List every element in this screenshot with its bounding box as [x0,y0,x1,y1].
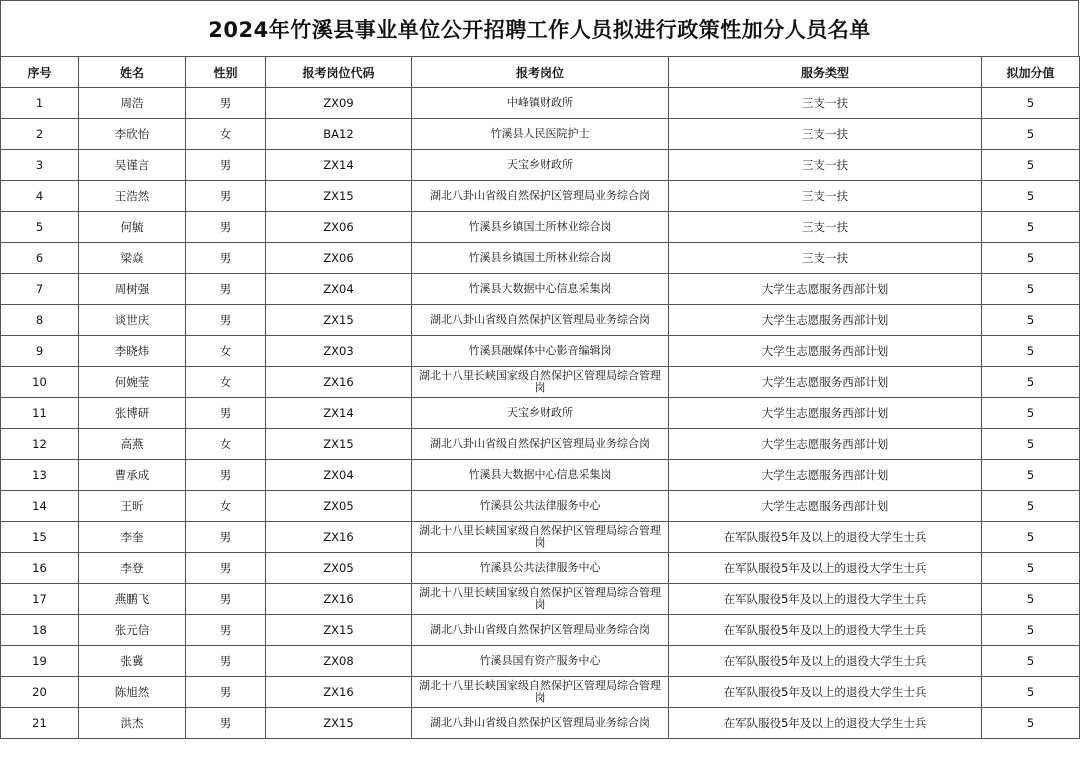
cell-position: 天宝乡财政所 [412,398,669,429]
cell-gender: 女 [186,491,266,522]
cell-position: 湖北十八里长峡国家级自然保护区管理局综合管理岗 [412,677,669,708]
cell-bonus-score: 5 [982,615,1080,646]
table-row [1,88,1080,119]
cell-bonus-score: 5 [982,429,1080,460]
header-bonus-score: 拟加分值 [982,57,1080,88]
cell-gender: 男 [186,460,266,491]
cell-name: 谈世庆 [79,305,186,336]
table-row [1,181,1080,212]
cell-bonus-score: 5 [982,336,1080,367]
cell-position-code: ZX14 [266,398,412,429]
cell-name: 陈旭然 [79,677,186,708]
cell-position-code: ZX15 [266,305,412,336]
table-row [1,615,1080,646]
table-row [1,336,1080,367]
header-gender: 性别 [186,57,266,88]
table-row [1,584,1080,615]
table-row [1,429,1080,460]
cell-index: 4 [1,181,79,212]
cell-position: 竹溪县融媒体中心影音编辑岗 [412,336,669,367]
cell-name: 曹承成 [79,460,186,491]
cell-position: 湖北八卦山省级自然保护区管理局业务综合岗 [412,708,669,739]
table-row [1,212,1080,243]
cell-gender: 男 [186,212,266,243]
cell-bonus-score: 5 [982,88,1080,119]
table-row [1,708,1080,739]
cell-gender: 男 [186,243,266,274]
cell-position-code: ZX15 [266,181,412,212]
cell-bonus-score: 5 [982,553,1080,584]
cell-position: 竹溪县人民医院护士 [412,119,669,150]
cell-gender: 女 [186,336,266,367]
cell-service-type: 大学生志愿服务西部计划 [669,398,982,429]
cell-position-code: ZX04 [266,274,412,305]
cell-position: 天宝乡财政所 [412,150,669,181]
cell-position-code: ZX06 [266,243,412,274]
candidate-table [0,56,1080,739]
cell-gender: 女 [186,119,266,150]
cell-index: 10 [1,367,79,398]
cell-service-type: 大学生志愿服务西部计划 [669,367,982,398]
cell-position-code: ZX05 [266,553,412,584]
cell-position-code: ZX06 [266,212,412,243]
table-row [1,305,1080,336]
cell-index: 3 [1,150,79,181]
cell-bonus-score: 5 [982,305,1080,336]
cell-gender: 男 [186,181,266,212]
cell-name: 李奎 [79,522,186,553]
cell-gender: 男 [186,615,266,646]
cell-index: 9 [1,336,79,367]
cell-position-code: ZX16 [266,367,412,398]
cell-name: 梁焱 [79,243,186,274]
cell-service-type: 大学生志愿服务西部计划 [669,274,982,305]
cell-name: 燕鹏飞 [79,584,186,615]
cell-service-type: 大学生志愿服务西部计划 [669,336,982,367]
cell-name: 吴谨言 [79,150,186,181]
cell-position-code: ZX16 [266,584,412,615]
cell-position: 竹溪县乡镇国土所林业综合岗 [412,212,669,243]
cell-position: 竹溪县公共法律服务中心 [412,491,669,522]
cell-bonus-score: 5 [982,119,1080,150]
cell-bonus-score: 5 [982,212,1080,243]
cell-gender: 男 [186,553,266,584]
cell-position-code: ZX16 [266,677,412,708]
table-row [1,646,1080,677]
cell-position-code: ZX14 [266,150,412,181]
cell-position: 竹溪县国有资产服务中心 [412,646,669,677]
cell-position-code: ZX16 [266,522,412,553]
cell-service-type: 大学生志愿服务西部计划 [669,305,982,336]
table-row [1,491,1080,522]
page-title: 2024年竹溪县事业单位公开招聘工作人员拟进行政策性加分人员名单 [0,0,1079,56]
table-row [1,367,1080,398]
cell-gender: 男 [186,398,266,429]
cell-service-type: 在军队服役5年及以上的退役大学生士兵 [669,615,982,646]
table-row [1,398,1080,429]
cell-service-type: 大学生志愿服务西部计划 [669,429,982,460]
cell-position-code: ZX03 [266,336,412,367]
cell-position: 湖北十八里长峡国家级自然保护区管理局综合管理岗 [412,584,669,615]
cell-gender: 男 [186,708,266,739]
cell-bonus-score: 5 [982,274,1080,305]
cell-name: 张冀 [79,646,186,677]
cell-name: 高燕 [79,429,186,460]
cell-position-code: ZX15 [266,615,412,646]
cell-service-type: 三支一扶 [669,119,982,150]
cell-position: 湖北八卦山省级自然保护区管理局业务综合岗 [412,615,669,646]
cell-gender: 男 [186,274,266,305]
cell-bonus-score: 5 [982,181,1080,212]
cell-service-type: 三支一扶 [669,243,982,274]
cell-service-type: 三支一扶 [669,150,982,181]
table-header-row [1,57,1080,88]
cell-service-type: 在军队服役5年及以上的退役大学生士兵 [669,677,982,708]
table-row [1,522,1080,553]
header-position-code: 报考岗位代码 [266,57,412,88]
cell-name: 李欣怡 [79,119,186,150]
cell-bonus-score: 5 [982,243,1080,274]
cell-index: 12 [1,429,79,460]
cell-index: 15 [1,522,79,553]
cell-index: 20 [1,677,79,708]
cell-name: 何毓 [79,212,186,243]
cell-position: 竹溪县公共法律服务中心 [412,553,669,584]
cell-position: 湖北八卦山省级自然保护区管理局业务综合岗 [412,181,669,212]
cell-gender: 女 [186,429,266,460]
cell-gender: 男 [186,150,266,181]
cell-index: 8 [1,305,79,336]
cell-name: 李晓炜 [79,336,186,367]
cell-name: 何婉莹 [79,367,186,398]
cell-bonus-score: 5 [982,522,1080,553]
cell-name: 张博研 [79,398,186,429]
cell-position: 湖北十八里长峡国家级自然保护区管理局综合管理岗 [412,367,669,398]
cell-position: 中峰镇财政所 [412,88,669,119]
cell-index: 11 [1,398,79,429]
cell-index: 5 [1,212,79,243]
table-row [1,243,1080,274]
cell-position: 竹溪县大数据中心信息采集岗 [412,460,669,491]
cell-bonus-score: 5 [982,491,1080,522]
cell-service-type: 在军队服役5年及以上的退役大学生士兵 [669,708,982,739]
table-row [1,677,1080,708]
cell-position-code: BA12 [266,119,412,150]
cell-index: 17 [1,584,79,615]
cell-index: 14 [1,491,79,522]
cell-name: 周浩 [79,88,186,119]
cell-name: 洪杰 [79,708,186,739]
cell-gender: 男 [186,88,266,119]
cell-index: 13 [1,460,79,491]
cell-position: 竹溪县乡镇国土所林业综合岗 [412,243,669,274]
cell-position-code: ZX05 [266,491,412,522]
cell-index: 1 [1,88,79,119]
header-name: 姓名 [79,57,186,88]
cell-index: 16 [1,553,79,584]
cell-name: 张元信 [79,615,186,646]
cell-bonus-score: 5 [982,677,1080,708]
cell-position-code: ZX09 [266,88,412,119]
cell-service-type: 大学生志愿服务西部计划 [669,491,982,522]
cell-index: 19 [1,646,79,677]
cell-gender: 男 [186,305,266,336]
cell-bonus-score: 5 [982,460,1080,491]
cell-position-code: ZX15 [266,429,412,460]
cell-service-type: 在军队服役5年及以上的退役大学生士兵 [669,553,982,584]
table-row [1,274,1080,305]
cell-service-type: 在军队服役5年及以上的退役大学生士兵 [669,584,982,615]
cell-service-type: 三支一扶 [669,88,982,119]
cell-service-type: 在军队服役5年及以上的退役大学生士兵 [669,522,982,553]
table-row [1,460,1080,491]
cell-index: 2 [1,119,79,150]
table-row [1,553,1080,584]
cell-position-code: ZX08 [266,646,412,677]
cell-bonus-score: 5 [982,150,1080,181]
cell-gender: 男 [186,677,266,708]
header-position: 报考岗位 [412,57,669,88]
cell-bonus-score: 5 [982,708,1080,739]
header-service-type: 服务类型 [669,57,982,88]
cell-position-code: ZX04 [266,460,412,491]
cell-name: 王昕 [79,491,186,522]
cell-bonus-score: 5 [982,398,1080,429]
cell-position: 湖北八卦山省级自然保护区管理局业务综合岗 [412,305,669,336]
cell-service-type: 在军队服役5年及以上的退役大学生士兵 [669,646,982,677]
cell-service-type: 三支一扶 [669,212,982,243]
cell-name: 王浩然 [79,181,186,212]
cell-gender: 女 [186,367,266,398]
cell-gender: 男 [186,646,266,677]
cell-index: 7 [1,274,79,305]
cell-position: 竹溪县大数据中心信息采集岗 [412,274,669,305]
cell-bonus-score: 5 [982,367,1080,398]
cell-bonus-score: 5 [982,646,1080,677]
table-row [1,150,1080,181]
cell-service-type: 大学生志愿服务西部计划 [669,460,982,491]
header-index: 序号 [1,57,79,88]
cell-name: 李登 [79,553,186,584]
cell-index: 6 [1,243,79,274]
cell-gender: 男 [186,584,266,615]
cell-service-type: 三支一扶 [669,181,982,212]
cell-index: 21 [1,708,79,739]
cell-name: 周树强 [79,274,186,305]
cell-gender: 男 [186,522,266,553]
cell-position: 湖北八卦山省级自然保护区管理局业务综合岗 [412,429,669,460]
cell-position: 湖北十八里长峡国家级自然保护区管理局综合管理岗 [412,522,669,553]
cell-bonus-score: 5 [982,584,1080,615]
cell-position-code: ZX15 [266,708,412,739]
table-row [1,119,1080,150]
cell-index: 18 [1,615,79,646]
